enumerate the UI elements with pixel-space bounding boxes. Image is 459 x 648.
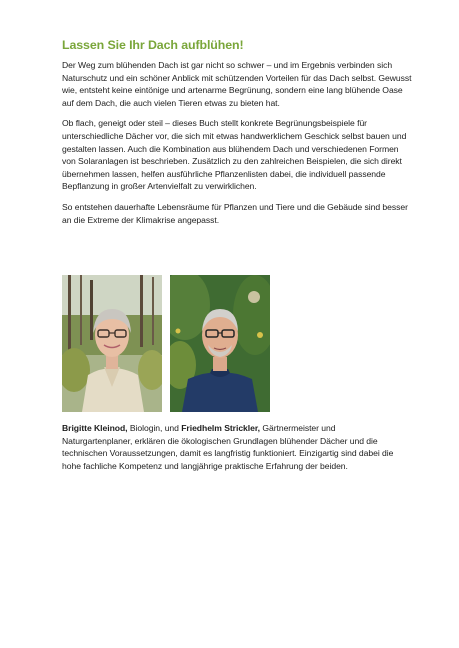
author1-name: Brigitte Kleinod,	[62, 423, 128, 433]
closing-paragraph: So entstehen dauerhafte Lebensräume für Pflanzen und Tiere und die Gebäude sind besser an die Extreme der Klimakrise angepasst.	[62, 201, 408, 225]
author-bio-text: Gärtnermeister und Naturgartenplaner, erklären die ökologischen Grundlagen blühender Dächer und die technischen Voraussetzungen, damit es langfristig funktioniert. Einzigartig sind dabei die hohe fachliche Kompetenz und langjährige praktische Erfahrung der beiden.	[62, 423, 394, 471]
blurb-text-block	[62, 38, 412, 234]
page-heading: Lassen Sie Ihr Dach aufblühen!	[62, 38, 244, 52]
author2-name: Friedhelm Strickler,	[181, 423, 260, 433]
author-bio	[62, 422, 407, 472]
author-photo-friedhelm	[170, 275, 270, 412]
description-paragraph: Ob flach, geneigt oder steil – dieses Buch stellt konkrete Begrünungsbeispiele für unterschiedliche Dächer vor, die sich mit etwas handwerklichem Geschick selbst bauen und gestalten lassen. Auch die Kombination aus blühendem Dach und verschiedenen Formen von Solaranlagen ist beschrieben. Zusätzlich zu den zahlreichen Beispielen, die sich direkt übernehmen lassen, helfen ausführliche Pflanzenlisten dabei, die individuell passende Bepflanzung in großer Artenvielfalt zu verwirklichen.	[62, 118, 407, 192]
author1-role: Biologin, und	[127, 423, 182, 433]
author-photo-brigitte	[62, 275, 162, 412]
intro-paragraph: Der Weg zum blühenden Dach ist gar nicht so schwer – und im Ergebnis verbinden sich Naturschutz und ein schöner Anblick mit schützenden Vorteilen für das Dach selbst. Gewusst wie, entsteht keine eintönige und artenarme Begrünung, sondern eine lang blühende Oase auf dem Dach, die auch vielen Tieren etwas zu bieten hat.	[62, 60, 412, 108]
portrait-woman-image	[62, 275, 162, 412]
portrait-man-image	[170, 275, 270, 412]
